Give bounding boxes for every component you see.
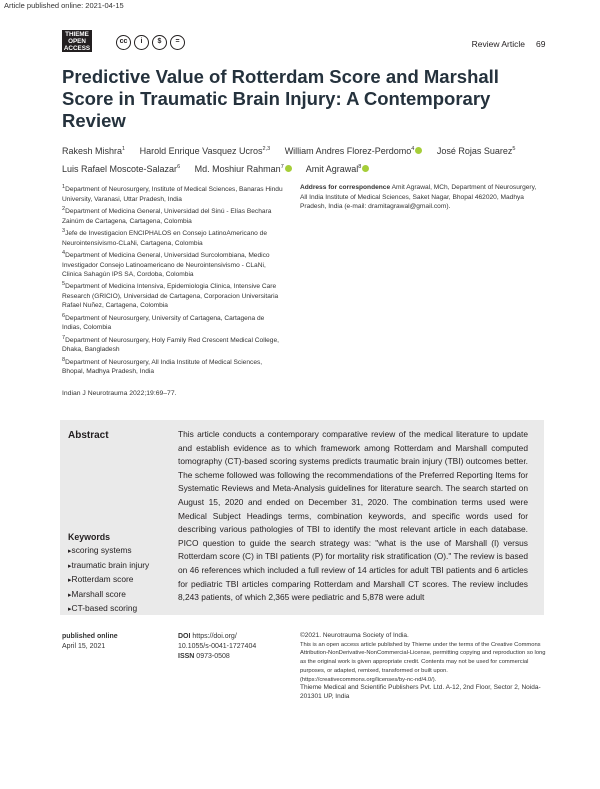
affiliation: $^4$Department of Medicina General, Universidad Surcolombiana, Medico Investigador Consejo Latinoamericano de Neurointensivismo - CLaNi, Clinica Sahagún IPS SA, Cordoba, Colombia	[62, 250, 270, 278]
logo-line1: THIEME	[65, 31, 89, 38]
publisher-address: Thieme Medical and Scientific Publishers Pvt. Ltd. A-12, 2nd Floor, Sector 2, Noida-201301 UP, India	[300, 684, 541, 700]
correspondence-label: Address for correspondence	[300, 184, 391, 191]
article-title: Predictive Value of Rotterdam Score and Marshall Score in Traumatic Brain Injury: A Contemporary Review	[62, 66, 499, 131]
keyword: ▸ traumatic brain injury	[68, 559, 149, 574]
issn-value: 0973-0508	[196, 653, 230, 660]
published-online-label: published online	[62, 633, 118, 640]
affiliation: $^6$Department of Neurosurgery, University of Cartagena, Cartagena de Indias, Colombia	[62, 312, 265, 332]
issn-label: ISSN	[178, 653, 195, 660]
logo-line3: ACCESS	[63, 45, 91, 52]
correspondence-text[interactable]: Amit Agrawal, MCh, Department of Neurosurgery, All India Institute of Medical Sciences, Saket Nagar, Bhopal 462020, Madhya Pradesh, India (e-mail: dramitagrawal@gmail.com).	[300, 184, 537, 211]
correspondence	[300, 183, 540, 212]
doi-value[interactable]: 10.1055/s-0041-1727404	[178, 643, 257, 650]
by-icon: i	[134, 35, 149, 50]
keywords-list	[68, 544, 149, 617]
affiliation: $^2$Department of Medicina General, Universidad del Sinú - Elías Bechara Zainúm de Cartagena, Cartagena, Colombia	[62, 206, 272, 225]
nc-icon: $	[152, 35, 167, 50]
abstract-heading: Abstract	[68, 430, 109, 441]
copyright-block	[300, 632, 548, 702]
author-list	[62, 141, 552, 177]
orcid-icon[interactable]	[285, 165, 292, 172]
affiliations	[62, 183, 284, 378]
keywords-heading: Keywords	[68, 532, 111, 542]
orcid-icon[interactable]	[415, 147, 422, 154]
author: Amit Agrawal$^8$	[306, 164, 370, 174]
published-online	[62, 632, 118, 652]
keyword: ▸ CT-based scoring	[68, 602, 149, 617]
author: Harold Enrique Vasquez Ucros$^{2,3}$	[139, 146, 271, 156]
author: José Rojas Suarez$^5$	[436, 146, 516, 156]
affiliation: $^7$Department of Neurosurgery, Holy Family Red Crescent Medical College, Dhaka, Bangladesh	[62, 334, 279, 354]
license-text: This is an open access article published by Thieme under the terms of the Creative Commons Attribution-NonDerivative-NonCommercial-License, permitting copying and reproduction so long as the original work is given appropriate credit. Contents may not be used for commercial purposes, or adapted, remixed, transformed or built upon. (https://creativecommons.org/licenses/by-nc-nd/4.0/).	[300, 641, 546, 683]
page-number: 69	[536, 39, 546, 49]
author: William Andres Florez-Perdomo$^4$	[285, 146, 423, 156]
cc-icon: cc	[116, 35, 131, 50]
affiliation: $^3$Jefe de Investigacion ENCIPHALOS en Consejo LatinoAmericano de Neurointensivismo-CLaNi, Cartagena, Colombia	[62, 228, 268, 247]
copyright-line: ©2021. Neurotrauma Society of India.	[300, 632, 409, 639]
journal-reference: Indian J Neurotrauma 2022;19:69–77.	[62, 390, 177, 397]
thieme-open-access-logo	[62, 30, 92, 52]
doi-url[interactable]: https://doi.org/	[192, 633, 237, 640]
author: Luis Rafael Moscote-Salazar$^6$	[62, 164, 181, 174]
published-note: Article published online: 2021-04-15	[4, 1, 124, 10]
keyword: ▸ scoring systems	[68, 544, 149, 559]
license-icons	[116, 35, 185, 50]
author: Md. Moshiur Rahman$^7$	[195, 164, 292, 174]
keyword: ▸ Marshall score	[68, 588, 149, 603]
published-online-date: April 15, 2021	[62, 643, 106, 650]
article-type: Review Article	[471, 39, 525, 49]
affiliation: $^5$Department of Medicina Intensiva, Epidemiologia Clinica, Intensive Care Research (GRICIO), Universidad de Cartagena, Corporacion Universitaria Rafael Nuñez, Cartagena, Colombia	[62, 281, 279, 310]
abstract-text: This article conducts a contemporary comparative review of the medical literature to update and establish evidence as to which framework among Rotterdam and Marshall computed tomography (CT)-based scoring systems predicts traumatic brain injury (TBI) outcomes better. The scheme followed was following the recommendations of the Preferred Reporting Items for Systematic Reviews and Meta-Analysis guidelines for literature search. The search started on August 15, 2020 and ended on December 31, 2020. The combination terms used were Medical Subject Headings terms, combination keywords, and specific words used for describing various pathologies of TBI to identify the most relevant article in each database. PICO question to guide the search strategy was: "what is the use of Marshall (I) versus Rotterdam score (C) in TBI patients (P) for mortality risk stratification (O)." The review is based on 46 references which included a full review of 14 articles for adult TBI patients and 6 articles for pediatric TBI articles comparing Rotterdam and Marshall CT scores. The review includes 8,243 patients, of which 2,365 were pediatric and 5,878 were adult	[178, 429, 528, 603]
nd-icon: =	[170, 35, 185, 50]
logo-line2: OPEN	[68, 38, 86, 45]
keyword: ▸ Rotterdam score	[68, 573, 149, 588]
author: Rakesh Mishra$^1$	[62, 146, 126, 156]
affiliation: $^1$Department of Neurosurgery, Institute of Medical Sciences, Banaras Hindu University, Varanasi, Uttar Pradesh, India	[62, 184, 283, 203]
doi-label: DOI	[178, 633, 191, 640]
doi-block	[178, 632, 256, 662]
affiliation: $^8$Department of Neurosurgery, All India Institute of Medical Sciences, Bhopal, Madhya Pradesh, India	[62, 356, 263, 376]
orcid-icon[interactable]	[362, 165, 369, 172]
